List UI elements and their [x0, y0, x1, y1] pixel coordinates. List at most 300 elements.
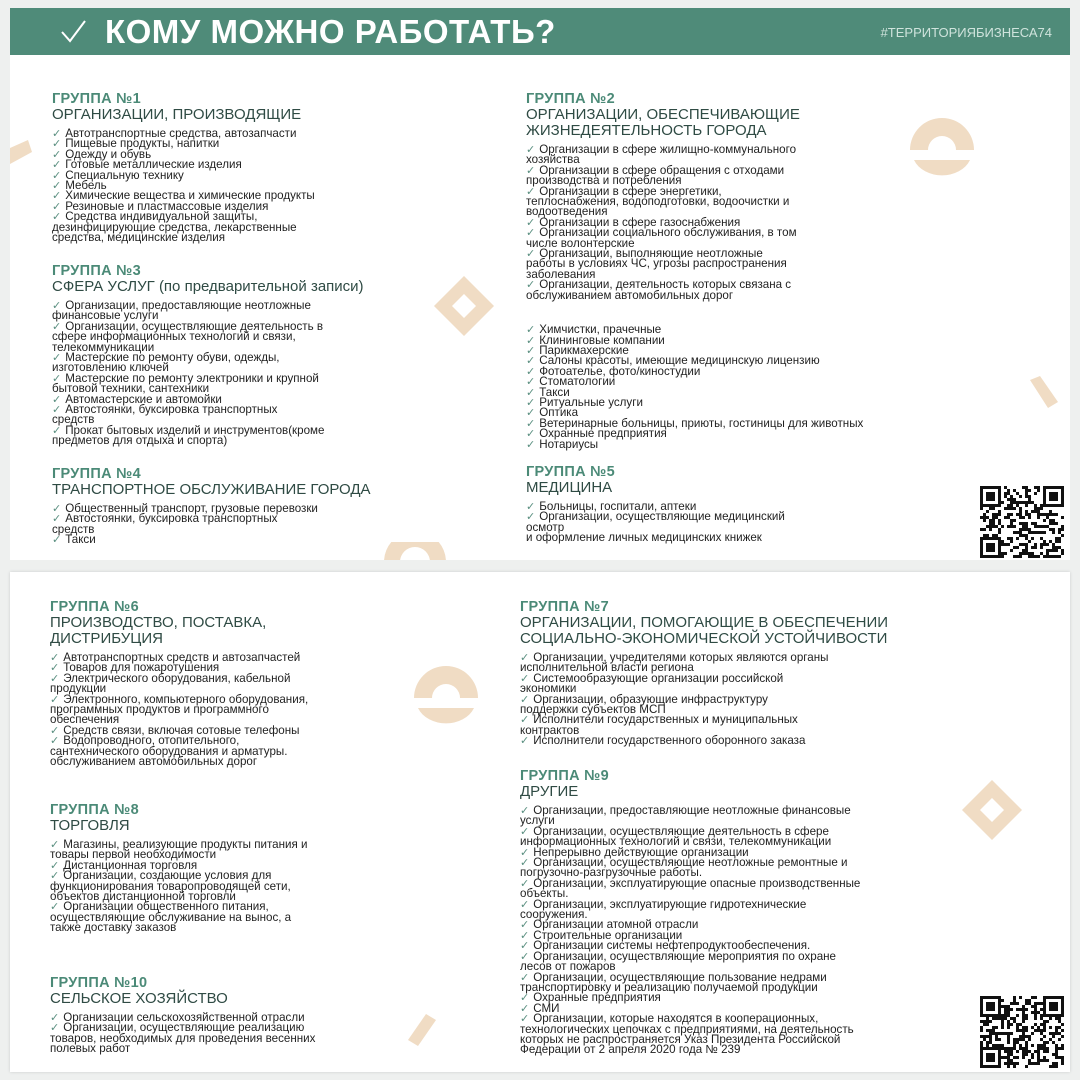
- list-item-text: Стоматологии: [539, 375, 616, 389]
- list-item: [50, 671, 470, 696]
- list-item-text: Организации, осуществляющие мероприятия по охране: [533, 949, 836, 963]
- list-item-line: экономики: [520, 682, 577, 696]
- checkmark-icon: ✓: [520, 919, 530, 932]
- list-item: [52, 319, 472, 354]
- list-item-text: Нотариусы: [539, 437, 599, 451]
- checkmark-icon: ✓: [52, 159, 62, 172]
- list-item-line: [520, 671, 970, 685]
- list-item-text: Исполнители государственных и муниципальных: [533, 713, 798, 727]
- list-item-text: Парикмахерские: [539, 343, 629, 357]
- list-item-text: Охранные предприятия: [533, 991, 661, 1005]
- group-title: [526, 480, 966, 496]
- checkmark-icon: ✓: [526, 324, 536, 337]
- list-item-text: Системообразующие организации российской: [533, 671, 784, 685]
- checkmark-icon: ✓: [50, 859, 60, 872]
- group-title-line: СОЦИАЛЬНО-ЭКОНОМИЧЕСКОЙ УСТОЙЧИВОСТИ: [520, 630, 888, 647]
- list-item-text: Дистанционная торговля: [63, 858, 198, 872]
- checkmark-icon: ✓: [50, 735, 60, 748]
- list-item: [520, 1014, 970, 1056]
- group-card: [52, 263, 472, 447]
- group-number: ГРУППА №1: [52, 91, 141, 107]
- group-title: [50, 818, 470, 834]
- checkmark-icon: ✓: [52, 393, 62, 406]
- qr-code: [980, 486, 1064, 560]
- checkmark-icon: ✓: [526, 417, 536, 430]
- group-card: [520, 599, 970, 747]
- checkmark-icon: ✓: [520, 898, 530, 911]
- list-item-text: Организации атомной отрасли: [533, 918, 699, 932]
- list-item-line: объекты.: [520, 887, 569, 901]
- list-item-line: информационных технологий и связи, телекоммуникации: [520, 835, 832, 849]
- checkmark-icon: ✓: [526, 227, 536, 240]
- checkmark-icon: ✓: [50, 839, 60, 851]
- hashtag: #ТЕРРИТОРИЯБИЗНЕСА74: [880, 25, 1052, 40]
- list-item: [50, 692, 470, 727]
- list-item-line: товаров, необходимых для проведения весенних: [50, 1031, 316, 1045]
- list-item-line: исполнительной власти региона: [520, 661, 694, 675]
- checklist: [50, 1013, 470, 1055]
- list-item: [526, 377, 966, 387]
- list-item-text: Такси: [539, 385, 570, 399]
- checkmark-icon: ✓: [526, 501, 536, 513]
- list-item: [50, 902, 470, 933]
- qr-code: [980, 996, 1064, 1070]
- list-item: [50, 840, 470, 861]
- list-item-text: Общественный транспорт, грузовые перевозки: [65, 502, 318, 515]
- list-item-text: Организации, осуществляющие деятельность в: [65, 319, 324, 333]
- list-item-line: технологических цепочках с предприятиями, на деятельность: [520, 1022, 854, 1036]
- group-title-line: СЕЛЬСКОЕ ХОЗЯЙСТВО: [50, 990, 228, 1007]
- list-item: [50, 1023, 470, 1054]
- list-item-line: полевых работ: [50, 1042, 131, 1056]
- group-number: ГРУППА №2: [526, 91, 615, 107]
- list-item-line: средства, медицинские изделия: [52, 231, 226, 245]
- list-item-text: Резиновые и пластмассовые изделия: [65, 199, 269, 213]
- list-item-line: средств: [52, 522, 95, 536]
- checkmark-icon: ✓: [526, 355, 536, 368]
- checklist: [52, 129, 472, 243]
- list-item: [50, 736, 470, 767]
- list-item: [520, 993, 970, 1003]
- list-item-text: Ритуальные услуги: [539, 395, 643, 409]
- checkmark-icon: ✓: [520, 950, 530, 963]
- group-title-line: ПРОИЗВОДСТВО, ПОСТАВКА,: [50, 614, 267, 631]
- list-item-text: Клининговые компании: [539, 333, 665, 347]
- checkmark-icon: ✓: [520, 971, 530, 984]
- group-card: [52, 466, 472, 546]
- checkmark-icon: ✓: [50, 1012, 60, 1024]
- checkmark-icon: ✓: [526, 407, 536, 420]
- checklist: [52, 504, 472, 546]
- list-item-line: [526, 437, 966, 451]
- list-item-line: услуги: [520, 814, 555, 828]
- list-item-text: Ветеринарные больницы, приюты, гостиницы для животных: [539, 416, 864, 430]
- list-item-text: Охранные предприятия: [539, 427, 667, 441]
- list-item: [526, 280, 966, 301]
- list-item-line: [520, 736, 970, 746]
- list-item-line: [50, 671, 470, 685]
- list-item-text: Организации, предоставляющие неотложные финансовые: [533, 804, 851, 817]
- list-item-line: [520, 993, 970, 1003]
- list-item: [520, 897, 970, 922]
- list-item-line: транспортировку и реализацию получаемой продукции: [520, 980, 818, 994]
- group-title-line: СФЕРА УСЛУГ (по предварительной записи): [52, 278, 364, 295]
- checklist: [52, 301, 472, 447]
- list-item-line: работы в условиях ЧС, угрозы распространения: [526, 257, 787, 271]
- list-item-text: Организации сельскохозяйственной отрасли: [63, 1011, 305, 1024]
- group-card: [50, 975, 470, 1055]
- checkmark-icon: ✓: [526, 185, 536, 198]
- checklist: [526, 502, 966, 544]
- group-number: ГРУППА №7: [520, 599, 609, 615]
- list-item: [520, 949, 970, 974]
- checkmark-icon: ✓: [520, 714, 530, 727]
- group-number: ГРУППА №3: [52, 263, 141, 279]
- group-title: [520, 784, 970, 800]
- list-item-line: [52, 514, 472, 524]
- checkmark-icon: ✓: [526, 386, 536, 399]
- list-item: [520, 876, 970, 901]
- list-item-line: которых не распространяется Указ Президента Российской: [520, 1032, 841, 1046]
- checkmark-icon: ✓: [52, 513, 62, 526]
- list-item-text: Водопроводного, отопительного,: [63, 734, 240, 748]
- list-item-text: Организации, образующие инфраструктуру: [533, 692, 768, 706]
- list-item: [52, 371, 472, 396]
- checkmark-icon: ✓: [520, 877, 530, 890]
- list-item-line: [520, 806, 970, 816]
- checkmark-icon: ✓: [52, 190, 62, 203]
- info-card-bottom: [10, 572, 1070, 1072]
- group-title-line: ОРГАНИЗАЦИИ, ПОМОГАЮЩИЕ В ОБЕСПЕЧЕНИИ: [520, 614, 889, 631]
- list-item: [520, 970, 970, 994]
- list-item-text: Товаров для пожаротушения: [63, 661, 220, 675]
- list-item-text: Специальную технику: [65, 168, 184, 182]
- list-item: [526, 184, 966, 219]
- checkmark-icon: ✓: [52, 138, 62, 151]
- list-item-line: [520, 715, 970, 725]
- list-item: [52, 405, 472, 426]
- checkmark-icon: ✓: [520, 940, 530, 953]
- list-item: [52, 514, 472, 535]
- checklist: [526, 145, 966, 301]
- group-number: ГРУППА №10: [50, 975, 148, 991]
- list-item-line: производства и потребления: [526, 174, 682, 188]
- list-item-text: Строительные организации: [533, 928, 683, 942]
- list-item-line: финансовые услуги: [52, 309, 159, 323]
- list-item: [50, 871, 470, 902]
- list-item-line: телекоммуникации: [52, 340, 155, 354]
- list-item-text: Салоны красоты, имеющие медицинскую лицензию: [539, 354, 820, 368]
- list-item: [52, 212, 472, 243]
- list-item-text: Оптика: [539, 406, 579, 420]
- checklist: [520, 653, 970, 747]
- list-item-line: изготовлению ключей: [52, 361, 169, 375]
- list-item: [526, 395, 966, 409]
- checkmark-icon: ✓: [520, 672, 530, 685]
- group-number: ГРУППА №9: [520, 768, 609, 784]
- list-item: [526, 228, 966, 249]
- list-item-text: Организации, эксплуатирующие опасные производственные: [533, 876, 861, 890]
- list-item-text: Организации социального обслуживания, в том: [539, 226, 797, 240]
- page-title: КОМУ МОЖНО РАБОТАТЬ?: [105, 13, 556, 50]
- checkmark-icon: ✓: [50, 662, 60, 675]
- list-item-text: Организации, осуществляющие реализацию: [63, 1021, 305, 1035]
- list-item-text: Организации, осуществляющие деятельность в сфере: [533, 824, 829, 838]
- checklist: [50, 653, 470, 767]
- checkmark-icon: ✓: [520, 929, 530, 942]
- list-item-line: поддержки субъектов МСП: [520, 703, 666, 717]
- list-item-line: сантехнического оборудования и арматуры.: [50, 744, 288, 758]
- list-item-line: и оформление личных медицинских книжек: [526, 531, 762, 545]
- list-item-line: сфере информационных технологий и связи,: [52, 330, 296, 344]
- list-item-text: Больницы, госпитали, аптеки: [539, 500, 697, 513]
- checkmark-icon: ✓: [52, 200, 62, 213]
- list-item-text: Пищевые продукты, напитки: [65, 137, 220, 151]
- list-item-line: погрузочно-разгрузочные работы.: [520, 866, 703, 880]
- list-item-text: Одежду и обувь: [65, 147, 152, 161]
- checkmark-icon: ✓: [50, 693, 60, 706]
- list-item-text: Автостоянки, буксировка транспортных: [65, 403, 278, 417]
- checkmark-icon: ✓: [520, 805, 530, 817]
- checkmark-icon: ✓: [526, 144, 536, 156]
- checkmark-icon: ✓: [50, 672, 60, 685]
- checkmark-icon: ✓: [52, 320, 62, 333]
- group-title-line: ТРАНСПОРТНОЕ ОБСЛУЖИВАНИЕ ГОРОДА: [52, 481, 371, 498]
- list-item: [520, 692, 970, 717]
- list-item-line: осмотр: [526, 520, 565, 534]
- list-item-text: Мебель: [65, 179, 107, 193]
- list-item-text: Исполнители государственного оборонного заказа: [533, 734, 806, 748]
- checkmark-icon: ✓: [520, 992, 530, 1005]
- checkmark-icon: ✓: [50, 724, 60, 737]
- checkmark-icon: ✓: [52, 180, 62, 193]
- list-item-line: также доставку заказов: [50, 921, 177, 935]
- list-item-text: Организации, осуществляющие медицинский: [539, 510, 785, 524]
- checkmark-icon: ✓: [526, 511, 536, 524]
- list-item-text: Средств связи, включая сотовые телефоны: [63, 723, 300, 737]
- checkmark-icon: ✓: [520, 825, 530, 838]
- checkmark-icon: ✓: [520, 693, 530, 706]
- checkmark-icon: ✓: [520, 652, 530, 664]
- list-item-text: Мастерские по ремонту электроники и крупной: [65, 371, 319, 385]
- group-title: [50, 615, 470, 647]
- checkmark-icon: ✓: [52, 424, 62, 437]
- checkmark-icon: ✓: [52, 169, 62, 182]
- list-item-line: [52, 168, 472, 182]
- group-title: [52, 279, 472, 295]
- group-title-line: ДИСТРИБУЦИЯ: [50, 630, 163, 647]
- list-item-text: Организации, выполняющие неотложные: [539, 247, 763, 261]
- list-item-line: заболевания: [526, 267, 596, 281]
- group-card: [520, 768, 970, 1056]
- list-item-line: обслуживанием автомобильных дорог: [526, 288, 734, 302]
- group-title: [520, 615, 970, 647]
- group-card: [526, 464, 966, 544]
- checkmark-icon: ✓: [52, 404, 62, 417]
- list-item: [52, 535, 472, 545]
- list-item-line: средств: [52, 413, 95, 427]
- list-item: [520, 824, 970, 849]
- checkmark-icon: ✓: [52, 300, 62, 312]
- checkmark-icon: ✓: [526, 344, 536, 357]
- list-item-line: [526, 395, 966, 409]
- checkmark-icon: ✓: [526, 248, 536, 261]
- list-item-line: функционирования товаропроводящей сети,: [50, 879, 291, 893]
- group-title-line: ОРГАНИЗАЦИИ, ОБЕСПЕЧИВАЮЩИЕ: [526, 106, 800, 123]
- checkmark-icon: ✓: [526, 438, 536, 451]
- checklist: [50, 840, 470, 934]
- checkmark-icon: ✓: [520, 857, 530, 870]
- checkmark-icon: ✓: [52, 372, 62, 385]
- list-item: [52, 353, 472, 374]
- list-item-text: Организации, осуществляющие пользование недрами: [533, 970, 827, 984]
- list-item-line: сооружения.: [520, 908, 588, 922]
- list-item-text: Организации, учредителями которых являются органы: [533, 651, 829, 664]
- checkmark-icon: ✓: [52, 352, 62, 365]
- checkmark-icon: ✓: [50, 901, 60, 914]
- list-item-line: лесов от пожаров: [520, 960, 616, 974]
- checkmark-icon: ✓: [52, 534, 62, 547]
- list-item-text: Организации, эксплуатирующие гидротехнические: [533, 897, 807, 911]
- checkmark-icon: ✓: [526, 396, 536, 409]
- checkmark-icon: ✓: [526, 164, 536, 177]
- list-item: [526, 437, 966, 451]
- checkmark-icon: ✓: [526, 216, 536, 229]
- group-title-line: ЖИЗНЕДЕЯТЕЛЬНОСТЬ ГОРОДА: [526, 122, 767, 139]
- list-item-text: Автостоянки, буксировка транспортных: [65, 512, 278, 526]
- list-item: [52, 168, 472, 182]
- checkmark-icon: ✓: [52, 211, 62, 224]
- checkmark-icon: ✓: [50, 870, 60, 883]
- list-item: [526, 512, 966, 543]
- group-card: [50, 599, 470, 767]
- group-title: [52, 482, 472, 498]
- list-item-line: теплоснабжения, водоподготовки, водоочистки и: [526, 195, 790, 209]
- tab-decoration: [10, 136, 32, 170]
- list-item: [520, 653, 970, 674]
- list-item: [526, 163, 966, 188]
- checkmark-icon: ✓: [526, 334, 536, 347]
- checkmark-icon: ✓: [520, 1013, 530, 1026]
- group-number: ГРУППА №5: [526, 464, 615, 480]
- list-item-line: программных продуктов и программного: [50, 703, 269, 717]
- checklist: [526, 325, 966, 450]
- list-item: [52, 301, 472, 322]
- list-item-line: водоотведения: [526, 205, 608, 219]
- list-item-text: Организации, деятельность которых связана с: [539, 278, 792, 292]
- checkmark-icon: ✓: [50, 652, 60, 664]
- group-title-line: ОРГАНИЗАЦИИ, ПРОИЗВОДЯЩИЕ: [52, 106, 302, 123]
- header-banner: [10, 8, 1070, 55]
- list-item-text: Химические вещества и химические продукты: [65, 189, 315, 203]
- list-item: [520, 858, 970, 879]
- group-card: [526, 91, 966, 450]
- checkmark-icon: ✓: [50, 1022, 60, 1035]
- list-item-text: СМИ: [533, 1001, 560, 1015]
- list-item: [520, 671, 970, 696]
- list-item-line: обслуживанием автомобильных дорог: [50, 755, 258, 769]
- list-item-text: Непрерывно действующие организации: [533, 845, 749, 859]
- checkmark-icon: [58, 16, 88, 46]
- list-item-line: [520, 876, 970, 890]
- group-card: [50, 802, 470, 934]
- list-item-line: Федерации от 2 апреля 2020 года № 239: [520, 1043, 741, 1057]
- list-item-line: предметов для отдыха и спорта): [52, 434, 228, 448]
- checkmark-icon: ✓: [520, 1002, 530, 1015]
- checkmark-icon: ✓: [526, 428, 536, 441]
- list-item-text: Организации системы нефтепродуктообеспечения.: [533, 939, 811, 953]
- list-item-text: Автомастерские и автомойки: [65, 392, 222, 406]
- checkmark-icon: ✓: [526, 365, 536, 378]
- checklist: [520, 806, 970, 1056]
- group-title-line: ДРУГИЕ: [520, 783, 579, 800]
- list-item-text: Средства индивидуальной защиты,: [65, 210, 258, 224]
- group-number: ГРУППА №6: [50, 599, 139, 615]
- list-item-text: Организации в сфере жилищно-коммунального: [539, 143, 797, 156]
- group-number: ГРУППА №8: [50, 802, 139, 818]
- checkmark-icon: ✓: [526, 376, 536, 389]
- list-item-line: обеспечения: [50, 713, 120, 727]
- group-title-line: МЕДИЦИНА: [526, 479, 613, 496]
- list-item-line: дезинфицирующие средства, лекарственные: [52, 220, 297, 234]
- list-item: [520, 806, 970, 827]
- list-item-text: Химчистки, прачечные: [539, 323, 662, 337]
- list-item-text: Такси: [65, 533, 96, 547]
- group-title: [50, 991, 470, 1007]
- list-item-text: Автотранспортных средств и автозапчастей: [63, 651, 301, 664]
- list-item-text: Фотоателье, фото/киностудии: [539, 364, 701, 378]
- list-item-text: Организации, которые находятся в кооперационных,: [533, 1012, 819, 1026]
- checkmark-icon: ✓: [520, 735, 530, 748]
- list-item-line: [52, 535, 472, 545]
- list-item: [520, 715, 970, 736]
- list-item-text: Автотранспортные средства, автозапчасти: [65, 127, 297, 140]
- info-card-top: [10, 8, 1070, 560]
- list-item-line: контрактов: [520, 723, 580, 737]
- list-item-line: [526, 377, 966, 387]
- list-item-text: Организации, предоставляющие неотложные: [65, 299, 311, 312]
- list-item: [526, 249, 966, 280]
- list-item-text: Организации, создающие условия для: [63, 869, 272, 883]
- list-item-text: Мастерские по ремонту обуви, одежды,: [65, 351, 280, 365]
- list-item-line: [52, 405, 472, 415]
- list-item-text: Организации общественного питания,: [63, 900, 269, 914]
- tab-decoration: [1020, 376, 1060, 416]
- list-item-text: Организации в сфере газоснабжения: [539, 215, 741, 229]
- checkmark-icon: ✓: [52, 503, 62, 515]
- list-item-line: товары первой необходимости: [50, 848, 217, 862]
- list-item-text: Готовые металлические изделия: [65, 158, 242, 172]
- list-item: [520, 736, 970, 746]
- list-item-text: Электрического оборудования, кабельной: [63, 671, 291, 685]
- list-item-line: осуществляющие обслуживание на вынос, а: [50, 910, 292, 924]
- list-item: [52, 423, 472, 448]
- checkmark-icon: ✓: [526, 279, 536, 292]
- list-item-line: хозяйства: [526, 153, 580, 167]
- list-item-line: [526, 145, 966, 155]
- list-item-line: числе волонтерские: [526, 236, 635, 250]
- checkmark-icon: ✓: [52, 148, 62, 161]
- group-title: [526, 107, 966, 139]
- list-item-text: Организации, осуществляющие неотложные ремонтные и: [533, 856, 848, 870]
- checkmark-icon: ✓: [52, 128, 62, 140]
- group-number: ГРУППА №4: [52, 466, 141, 482]
- list-item-text: Электронного, компьютерного оборудования,: [63, 692, 309, 706]
- group-title-line: ТОРГОВЛЯ: [50, 817, 130, 834]
- list-item-line: [526, 512, 966, 522]
- list-item-text: Организации в сфере энергетики,: [539, 184, 722, 198]
- list-item-line: бытовой техники, сантехники: [52, 382, 210, 396]
